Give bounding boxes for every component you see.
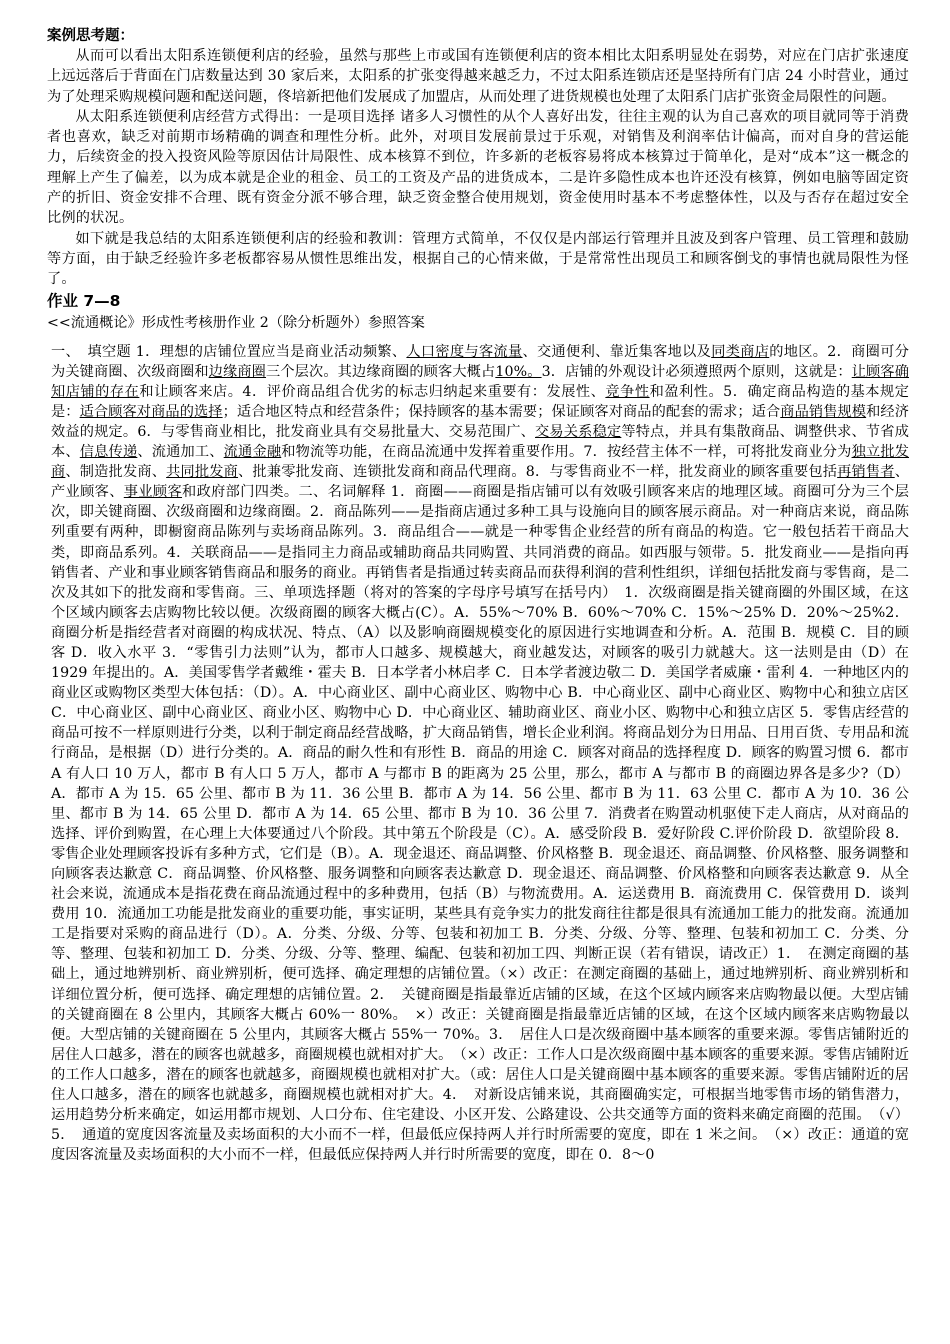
answer-blank: 适合顾客对商品的选择 xyxy=(79,403,223,420)
answer-text: 和经济效益的规定。6．与零售商业相比，批发商业具有交易批量大、交易范围广、 xyxy=(51,403,909,440)
case-paragraph-1: 从而可以看出太阳系连锁便利店的经验，虽然与那些上市或国有连锁便利店的资本相比太阳系明显处在弱势，对应在门店扩张速度上远远落后于背面在门店数量达到 30 家后来，太阳系的扩张变得越来越乏力，不过太阳系连锁店还是坚持所有门店 24 小时营业，通过为了处理采购规模问题和配送问题，佟培新把他们发展成了加盟店，从而处理了进货规模也处理了太阳系门店扩张资金局限性的问题。 xyxy=(47,48,909,105)
answer-blank: 信息传递 xyxy=(79,444,138,461)
answer-text: 、批兼零批发商、连锁批发商和商品代理商。8．与零售商业不一样，批发商业的顾客重要包括 xyxy=(238,464,838,481)
answer-blank: 边缘商圈 xyxy=(208,363,267,380)
answer-text: 、交通便利、靠近集客地以及 xyxy=(522,343,712,360)
answer-key-body xyxy=(47,342,909,1166)
answer-text: 三个层次。其边缘商圈的顾客大概占 xyxy=(266,363,496,380)
case-questions-heading: 案例思考题： xyxy=(47,28,134,44)
answer-text: ；适合地区特点和经营条件；保持顾客的基本需要；保证顾客对商品的配套的需求；适合 xyxy=(222,403,781,420)
answer-text: 和盈利性。5．确定商品构造的基本规定是： xyxy=(51,383,910,420)
answer-text: 和政府部门四类。二、名词解释 1．商圈——商圈是指店铺可以有效吸引顾客来店的地理区域。商圈可分为三个层次，即关键商圈、次级商圈和边缘商圈。2．商品陈列——是指商店通过多种工具与设施向目的顾客展示商品。对一种商店来说，商品陈列重要有两种，即橱窗商品陈列与卖场商品陈列。3．商品组合——就是一种零售企业经营的所有商品的构造。它一般包括若干商品大类，即商品系列。4．关联商品——是指同主力商品或辅助商品共同购置、共同消费的商品。如西服与领带。5．批发商业——是指向再销售者、产业和事业顾客销售商品和服务的商业。再销售者是指通过转卖商品而获得利润的营利性组织，详细包括批发商与零售商，是二次及其如下的批发商和零售商。三、单项选择题（将对的答案的字母序号填写在括号内） 1．次级商圈是指关键商圈的外围区域，在这个区域内顾客去店购物比较以便。次级商圈的顾客大概占(C）。A．55%～70% B．60%～70% C．15%～25% D．20%～25%2．商圈分析是指经营者对商圈的构成状况、特点、（A）以及影响商圈规模变化的原因进行实地调查和分析。A．范围 B．规模 C．目的顾客 D．收入水平 3．“零售引力法则”认为，都市人口越多、规模越大，商业越发达，对顾客的吸引力就越大。这一法则是由（D）在 1929 年提出的。A．美国零售学者戴维・霍夫 B．日本学者小林启孝 C．日本学者渡边敬二 D．美国学者威廉・雷利 4．一种地区内的商业区或购物区类型大体包括：（D）。A．中心商业区、副中心商业区、购物中心 B．中心商业区、副中心商业区、购物中心和独立店区 C．中心商业区、副中心商业区、商业小区、购物中心 D．中心商业区、辅助商业区、商业小区、购物中心和独立店区 5．零售店经营的商品可按不一样原则进行分类，以利于制定商品经营战略，扩大商品销售，增长企业利润。将商品划分为日用品、日用百货、专用品和流行商品，是根据（D）进行分类的。A．商品的耐久性和有形性 B．商品的用途 C．顾客对商品的选择程度 D．顾客的购置习惯 6．都市 A 有人口 10 万人，都市 B 有人口 5 万人，都市 A 与都市 B 的距离为 25 公里，那么，都市 A 与都市 B 的商圈边界各是多少?（D）A．都市 A 为 15．65 公里、都市 B 为 11．36 公里 B．都市 A 为 14．56 公里、都市 B 为 11．63 公里 C．都市 A 为 10．36 公里、都市 B 为 14．65 公里 D．都市 A 为 14．65 公里、都市 B 为 10．36 公里 7．消费者在购置动机驱使下走人商店，从对商品的选择、评价到购置，在心理上大体要通过八个阶段。其中第五个阶段是（C）。A．感受阶段 B．爱好阶段 C.评价阶段 D．欲望阶段 8．零售企业处理顾客投诉有多种方式，它们是（B）。A．现金退还、商品调整、价风格整 B．现金退还、商品调整、价风格整、服务调整和向顾客表达歉意 C．商品调整、价风格整、服务调整和向顾客表达歉意 D．现金退还、商品调整、价风格整和向顾客表达歉意 9．从全社会来说，流通成本是指花费在商品流通过程中的多种费用，包括（B）与物流费用。A．运送费用 B．商流费用 C．保管费用 D．谈判费用 10．流通加工功能是批发商业的重要功能，事实证明，某些具有竞争实力的批发商往往都是很具有流通加工能力的批发商。流通加工是指要对采购的商品进行（D）。A．分类、分级、分等、包装和初加工 B．分类、分级、分等、整理、包装和初加工 C．分类、分等、整理、包装和初加工 D．分类、分级、分等、整理、编配、包装和初加工四、判断正误（若有错误，请改正）1． 在测定商圈的基础上，通过地辨别析、商业辨别析，便可选择、确定理想的店铺位置。（×）改正：在测定商圈的基础上，通过地辨别析、商业辨别析和详细位置分析，便可选择、确定理想的店铺位置。2． 关键商圈是指最靠近店铺的区域，在这个区域内顾客来店购物最以便。大型店铺的关键商圈在 8 公里内，其顾客大概占 60%一 80%。 ×）改正：关键商圈是指最靠近店铺的区域，在这个区域内顾客来店购物最以便。大型店铺的关键商圈在 5 公里内，其顾客大概占 55%一 70%。3． 居住人口是次级商圈中基本顾客的重要来源。零售店铺附近的居住人口越多，潜在的顾客也就越多，商圈规模也就相对扩大。 （×）改正：工作人口是次级商圈中基本顾客的重要来源。零售店铺附近的工作人口越多，潜在的顾客也就越多，商圈规模也就相对扩大。（或：居住人口是关键商圈中基本顾客的重要来源。零售店铺附近的居住人口越多，潜在的顾客也就越多，商圈规模也就相对扩大。4． 对新设店铺来说，其商圈确实定，可根据当地零售市场的销售潜力，运用趋势分析来确定，如运用都市规划、人口分布、住宅建设、小区开发、公路建设、公共交通等方面的资料来确定商圈的范围。 （√）5． 通道的宽度因客流量及卖场面积的大小而不一样，但最低应保持两人并行时所需要的宽度，即在 1 米之间。 （×）改正：通道的宽度因客流量及卖场面积的大小而不一样，但最低应保持两人并行时所需要的宽度，即在 0．8～0 xyxy=(51,484,909,1164)
answer-blank: 共同批发商 xyxy=(166,464,239,481)
answer-text: 和让顾客来店。4．评价商品组合优劣的标志归纳起来重要有：发展性、 xyxy=(139,383,606,400)
case-paragraph-2: 从太阳系连锁便利店经营方式得出：一是项目选择 诸多人习惯性的从个人喜好出发，往往主观的认为自己喜欢的项目就同等于消费者也喜欢，缺乏对前期市场精确的调查和理性分析。此外，对项目发展前景过于乐观，对销售及利润率估计偏高，而对自身的营运能力，后续资金的投入投资风险等原因估计局限性、成本核算不到位，许多新的老板容易将成本核算过于简单化，是对“成本”这一概念的理解上产生了偏差，以为成本就是企业的租金、员工的工资及产品的进货成本，二是许多隐性成本也许还没有核算，例如电脑等固定资产的折旧、资金安排不合理、既有资金分派不够合理，缺乏资金整合使用规划，资金使用时基本不考虑整体性，以及与否存在超过安全比例的状况。 xyxy=(47,108,909,227)
answer-blank: 让顾客确知店铺的存在 xyxy=(51,363,910,400)
answer-text: 、产业顾客、 xyxy=(51,464,909,501)
answer-blank: 10%。 xyxy=(495,363,542,380)
answer-blank: 事业顾客 xyxy=(123,484,183,501)
answer-text: 和物流等功能，在商品流通中发挥着重要作用。7．按经营主体不一样，可将批发商业分为 xyxy=(281,444,852,461)
case-paragraph-3: 如下就是我总结的太阳系连锁便利店的经验和教训：管理方式简单，不仅仅是内部运行管理并且波及到客户管理、员工管理和鼓励等方面，由于缺乏经验许多老板都容易从惯性思维出发，根据自己的心情来做，于是常常性出现员工和顾客倒戈的事情也就局限性为怪了。 xyxy=(47,230,909,288)
answer-blank: 流通金融 xyxy=(223,444,282,461)
answer-blank: 同类商店 xyxy=(711,343,770,360)
answer-blank: 竞争性 xyxy=(605,383,650,400)
answer-blank: 独立批发商 xyxy=(51,444,910,481)
document-page xyxy=(47,22,909,1165)
answer-text: 3．店铺的外观设计必须遵照两个原则，这就是： xyxy=(541,363,852,380)
answer-text: 等特点，并具有集散商品、调整供求、节省成本、 xyxy=(51,423,909,461)
answer-blank: 商品销售规模 xyxy=(780,403,867,420)
answer-blank: 再销售者 xyxy=(837,464,895,481)
answer-text: 的地区。2．商圈可分为关键商圈、次级商圈和 xyxy=(51,343,909,380)
answer-key-subtitle: <<流通概论》形成性考核册作业 2（除分析题外）参照答案 xyxy=(47,314,425,331)
answer-text: 一、 填空题 1．理想的店铺位置应当是商业活动频繁、 xyxy=(51,343,407,360)
answer-text: 、制造批发商、 xyxy=(65,464,167,481)
homework-heading: 作业 7—8 xyxy=(47,291,121,310)
answer-text: 、流通加工、 xyxy=(137,444,224,461)
answer-blank: 交易关系稳定 xyxy=(535,423,622,440)
answer-blank: 人口密度与客流量 xyxy=(406,343,523,360)
